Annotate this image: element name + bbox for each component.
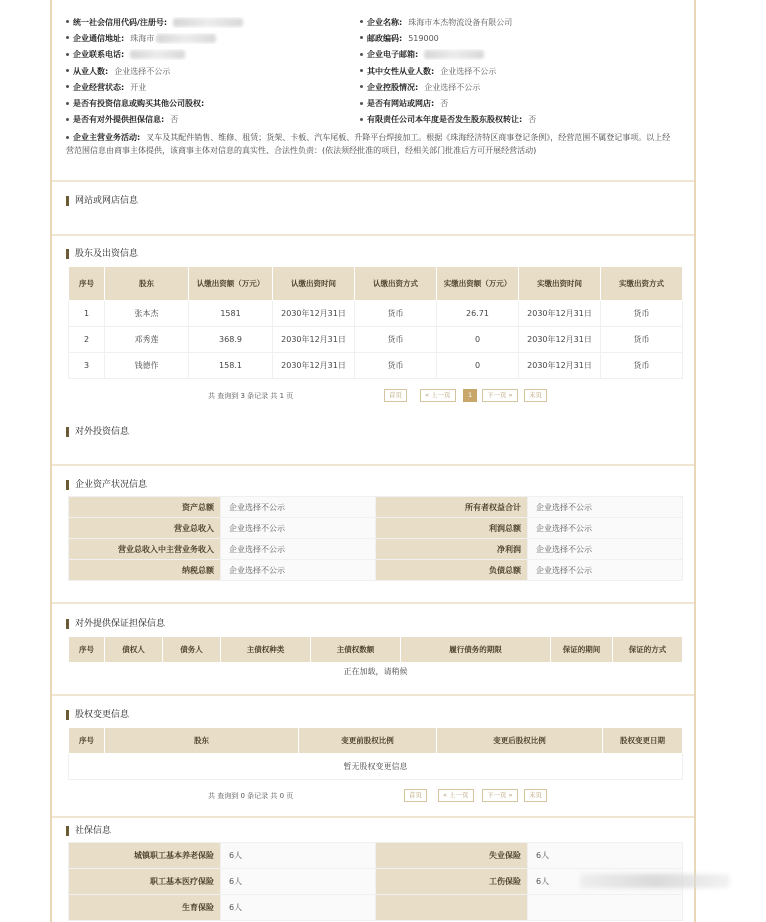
redacted-value xyxy=(424,50,484,59)
table-row xyxy=(69,754,683,780)
cell: 26.71 xyxy=(437,301,519,327)
cell: 2030年12月31日 xyxy=(273,353,355,379)
website-label: 是否有网站或网店: xyxy=(367,99,435,109)
redacted-value xyxy=(130,50,185,59)
shareholders-pager xyxy=(68,389,682,403)
info-row xyxy=(66,30,678,46)
cell: 368.9 xyxy=(189,327,273,353)
section-title-investment: 对外投资信息 xyxy=(66,427,129,437)
table-row xyxy=(69,327,683,353)
redacted-value xyxy=(156,34,216,43)
equity-change-table xyxy=(68,727,683,780)
first-page-button[interactable]: 首页 xyxy=(384,389,407,402)
info-row xyxy=(66,79,678,95)
section-title-social: 社保信息 xyxy=(66,826,111,836)
section-title-equity-change: 股权变更信息 xyxy=(66,710,129,720)
equity-transfer: 否 xyxy=(528,115,537,125)
address-label: 企业通信地址: xyxy=(73,33,125,43)
guarantee: 否 xyxy=(170,115,179,125)
cell: 2030年12月31日 xyxy=(273,327,355,353)
phone-label: 企业联系电话: xyxy=(73,50,125,60)
next-page-button[interactable]: 下一页 » xyxy=(482,389,518,402)
first-page-button[interactable]: 首页 xyxy=(404,789,427,802)
loading-message: 正在加载，请稍候 xyxy=(343,667,408,677)
guarantee-table xyxy=(68,636,683,681)
shareholders-table xyxy=(68,266,683,379)
status: 开业 xyxy=(130,82,147,92)
cell: 货币 xyxy=(601,301,683,327)
record-count: 共 查询到 0 条记录 共 0 页 xyxy=(208,792,294,800)
cell: 邓秀莲 xyxy=(105,327,189,353)
cell: 1581 xyxy=(189,301,273,327)
cell: 钱德作 xyxy=(105,353,189,379)
table-header-row xyxy=(69,637,683,663)
cell: 企业选择不公示 xyxy=(528,518,683,539)
table-row xyxy=(69,497,683,518)
info-row xyxy=(66,95,678,111)
company-name-label: 企业名称: xyxy=(367,17,403,27)
header-cell: 序号 xyxy=(69,267,105,301)
cell: 资产总额 xyxy=(69,497,221,518)
postcode-label: 邮政编码: xyxy=(367,33,403,43)
info-row xyxy=(66,112,678,128)
table-header-row xyxy=(69,728,683,754)
header-cell: 认缴出资时间 xyxy=(273,267,355,301)
section-title-assets: 企业资产状况信息 xyxy=(66,480,147,490)
cell: 失业保险 xyxy=(376,843,528,869)
cell: 6人 xyxy=(528,843,683,869)
header-cell: 变更后股权比例 xyxy=(437,728,603,754)
section-divider xyxy=(52,694,694,696)
header-cell: 认缴出资额（万元） xyxy=(189,267,273,301)
cell: 2030年12月31日 xyxy=(519,327,601,353)
redacted-value xyxy=(173,18,243,27)
table-row xyxy=(69,539,683,560)
employees: 企业选择不公示 xyxy=(114,66,171,76)
control: 企业选择不公示 xyxy=(424,82,481,92)
cell: 营业总收入 xyxy=(69,518,221,539)
cell: 0 xyxy=(437,353,519,379)
address: 珠海市 xyxy=(130,33,155,43)
cell: 营业总收入中主营业务收入 xyxy=(69,539,221,560)
header-cell: 履行债务的期限 xyxy=(401,637,551,663)
cell xyxy=(376,895,528,921)
basic-info xyxy=(66,14,678,157)
cell: 企业选择不公示 xyxy=(221,497,376,518)
assets-table xyxy=(68,496,683,581)
cell: 货币 xyxy=(601,327,683,353)
table-row xyxy=(69,560,683,581)
last-page-button[interactable]: 末页 xyxy=(524,789,547,802)
table-row xyxy=(69,663,683,681)
cell: 企业选择不公示 xyxy=(528,497,683,518)
credit-code-label: 统一社会信用代码/注册号: xyxy=(73,17,168,27)
cell: 生育保险 xyxy=(69,895,221,921)
page-1-button[interactable]: 1 xyxy=(463,389,477,402)
header-cell: 债权人 xyxy=(105,637,163,663)
cell: 货币 xyxy=(355,353,437,379)
cell: 6人 xyxy=(221,895,376,921)
cell: 工伤保险 xyxy=(376,869,528,895)
section-divider xyxy=(52,180,694,182)
cell: 2 xyxy=(69,327,105,353)
cell xyxy=(528,895,683,921)
cell: 2030年12月31日 xyxy=(273,301,355,327)
cell: 0 xyxy=(437,327,519,353)
table-row xyxy=(69,843,683,869)
info-row xyxy=(66,63,678,79)
cell: 货币 xyxy=(601,353,683,379)
section-title-website: 网站或网店信息 xyxy=(66,196,138,206)
header-cell: 变更前股权比例 xyxy=(299,728,437,754)
section-title-guarantee: 对外提供保证担保信息 xyxy=(66,619,165,629)
table-row xyxy=(69,895,683,921)
female-employees-label: 其中女性从业人数: xyxy=(367,66,435,76)
prev-page-button[interactable]: « 上一页 xyxy=(420,389,456,402)
company-name: 珠海市本杰物流设备有限公司 xyxy=(408,17,513,27)
section-divider xyxy=(52,816,694,818)
cell: 3 xyxy=(69,353,105,379)
report-frame xyxy=(50,0,696,922)
info-row xyxy=(66,47,678,63)
cell: 所有者权益合计 xyxy=(376,497,528,518)
cell: 6人 xyxy=(221,843,376,869)
equity-change-pager xyxy=(68,789,682,803)
cell: 张本杰 xyxy=(105,301,189,327)
header-cell: 股东 xyxy=(105,267,189,301)
header-cell: 主债权数额 xyxy=(311,637,401,663)
cell: 企业选择不公示 xyxy=(221,539,376,560)
section-divider xyxy=(52,234,694,236)
header-cell: 股东 xyxy=(105,728,299,754)
report-content xyxy=(52,0,694,922)
record-count: 共 查询到 3 条记录 共 1 页 xyxy=(208,392,294,400)
scope-text: 叉车及其配件销售、维修、租赁；货架、卡板、汽车尾板、升降平台焊接加工。根据《珠海经济特区商事登记条例》，经营范围不属登记事项。以上经营范围信息由商事主体提供，该商事主体对信息的真实性、合法性负责：(依法须经批准的项目，经相关部门批准后方可开展经营活动) xyxy=(66,133,671,156)
cell: 利润总额 xyxy=(376,518,528,539)
cell: 企业选择不公示 xyxy=(221,518,376,539)
cell: 6人 xyxy=(221,869,376,895)
header-cell: 实缴出资额（万元） xyxy=(437,267,519,301)
header-cell: 序号 xyxy=(69,637,105,663)
guarantee-label: 是否有对外提供担保信息: xyxy=(73,115,165,125)
header-cell: 实缴出资时间 xyxy=(519,267,601,301)
business-scope xyxy=(66,131,678,157)
cell: 企业选择不公示 xyxy=(221,560,376,581)
header-cell: 序号 xyxy=(69,728,105,754)
cell: 货币 xyxy=(355,301,437,327)
next-page-button[interactable]: 下一页 » xyxy=(482,789,518,802)
cell: 6人 xyxy=(528,869,683,895)
empty-message: 暂无股权变更信息 xyxy=(69,754,683,780)
cell: 城镇职工基本养老保险 xyxy=(69,843,221,869)
employees-label: 从业人数: xyxy=(73,66,109,76)
cell: 纳税总额 xyxy=(69,560,221,581)
cell: 负债总额 xyxy=(376,560,528,581)
prev-page-button[interactable]: « 上一页 xyxy=(438,789,474,802)
header-cell: 债务人 xyxy=(163,637,221,663)
invest-label: 是否有投资信息或购买其他公司股权: xyxy=(73,99,205,109)
cell: 2030年12月31日 xyxy=(519,301,601,327)
website: 否 xyxy=(440,99,449,109)
section-title-shareholders: 股东及出资信息 xyxy=(66,249,138,259)
status-label: 企业经营状态: xyxy=(73,82,125,92)
cell: 企业选择不公示 xyxy=(528,560,683,581)
cell: 企业选择不公示 xyxy=(528,539,683,560)
header-cell: 实缴出资方式 xyxy=(601,267,683,301)
header-cell: 股权变更日期 xyxy=(603,728,683,754)
email-label: 企业电子邮箱: xyxy=(367,50,419,60)
table-row xyxy=(69,301,683,327)
cell: 158.1 xyxy=(189,353,273,379)
cell: 2030年12月31日 xyxy=(519,353,601,379)
postcode: 519000 xyxy=(408,33,439,43)
header-cell: 保证的方式 xyxy=(613,637,683,663)
table-row xyxy=(69,353,683,379)
scope-label: 企业主营业务活动: xyxy=(73,133,141,143)
cell: 净利润 xyxy=(376,539,528,560)
header-cell: 主债权种类 xyxy=(221,637,311,663)
info-row xyxy=(66,14,678,30)
last-page-button[interactable]: 末页 xyxy=(524,389,547,402)
cell: 货币 xyxy=(355,327,437,353)
section-divider xyxy=(52,464,694,466)
equity-transfer-label: 有限责任公司本年度是否发生股东股权转让: xyxy=(367,115,523,125)
header-cell: 保证的期间 xyxy=(551,637,613,663)
control-label: 企业控股情况: xyxy=(367,82,419,92)
header-cell: 认缴出资方式 xyxy=(355,267,437,301)
table-header-row xyxy=(69,267,683,301)
cell: 1 xyxy=(69,301,105,327)
cell: 职工基本医疗保险 xyxy=(69,869,221,895)
blurred-watermark xyxy=(580,874,730,888)
female-employees: 企业选择不公示 xyxy=(440,66,497,76)
section-divider xyxy=(52,602,694,604)
table-row xyxy=(69,518,683,539)
